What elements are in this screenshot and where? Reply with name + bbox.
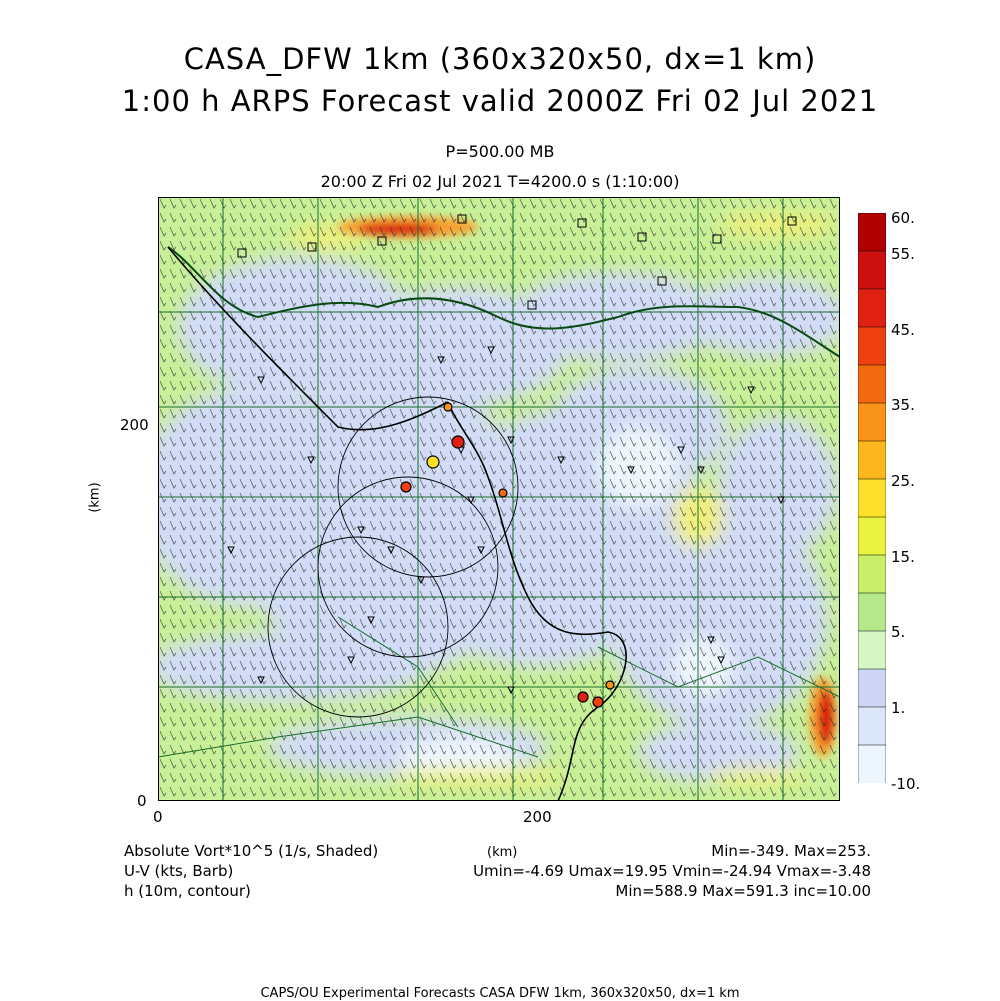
contour-minmax: Min=588.9 Max=591.3 inc=10.00: [615, 882, 871, 900]
wind-barbs: [158, 197, 840, 801]
shaded-minmax: Min=-349. Max=253.: [711, 842, 871, 860]
vorticity-map: [158, 197, 840, 801]
colorbar-segment: [858, 517, 886, 556]
colorbar-label: 60.: [891, 209, 915, 227]
valid-time: 20:00 Z Fri 02 Jul 2021 T=4200.0 s (1:10:00): [320, 172, 680, 191]
x-axis-title: (km): [487, 845, 518, 860]
colorbar-segment: [858, 365, 886, 404]
plot-title-line1: CASA_DFW 1km (360x320x50, dx=1 km): [183, 42, 817, 76]
colorbar-label: 15.: [891, 548, 915, 566]
legend-shaded: Absolute Vort*10^5 (1/s, Shaded): [124, 842, 379, 860]
legend-contour: h (10m, contour): [124, 882, 251, 900]
y-axis-title: (km): [87, 482, 103, 513]
colorbar-segment: [858, 555, 886, 594]
x-tick-0: 0: [153, 808, 163, 826]
colorbar-label: 35.: [891, 396, 915, 414]
colorbar-segment: [858, 213, 886, 252]
colorbar-label: -10.: [891, 775, 921, 793]
colorbar-segment: [858, 631, 886, 670]
colorbar-label: 5.: [891, 623, 906, 641]
colorbar-segment: [858, 669, 886, 708]
colorbar-segment: [858, 289, 886, 328]
x-tick-200: 200: [523, 808, 552, 826]
colorbar-label: 25.: [891, 472, 915, 490]
colorbar-segment: [858, 593, 886, 632]
barb-minmax: Umin=-4.69 Umax=19.95 Vmin=-24.94 Vmax=-3.48: [473, 862, 871, 880]
colorbar-segment: [858, 479, 886, 518]
colorbar-segment: [858, 327, 886, 366]
y-tick-0: 0: [137, 792, 147, 810]
plot-title-line2: 1:00 h ARPS Forecast valid 2000Z Fri 02 Jul 2021: [121, 84, 879, 118]
colorbar-segment: [858, 251, 886, 290]
colorbar-segment: [858, 707, 886, 746]
pressure-level: P=500.00 MB: [445, 142, 555, 161]
y-tick-200: 200: [120, 416, 149, 434]
colorbar-segment: [858, 441, 886, 480]
colorbar-segment: [858, 403, 886, 442]
colorbar: [858, 213, 886, 783]
colorbar-label: 55.: [891, 245, 915, 263]
legend-barb: U-V (kts, Barb): [124, 862, 234, 880]
colorbar-label: 45.: [891, 321, 915, 339]
colorbar-label: 1.: [891, 699, 906, 717]
colorbar-segment: [858, 745, 886, 783]
footer-credit: CAPS/OU Experimental Forecasts CASA DFW 1km, 360x320x50, dx=1 km: [260, 986, 740, 1001]
